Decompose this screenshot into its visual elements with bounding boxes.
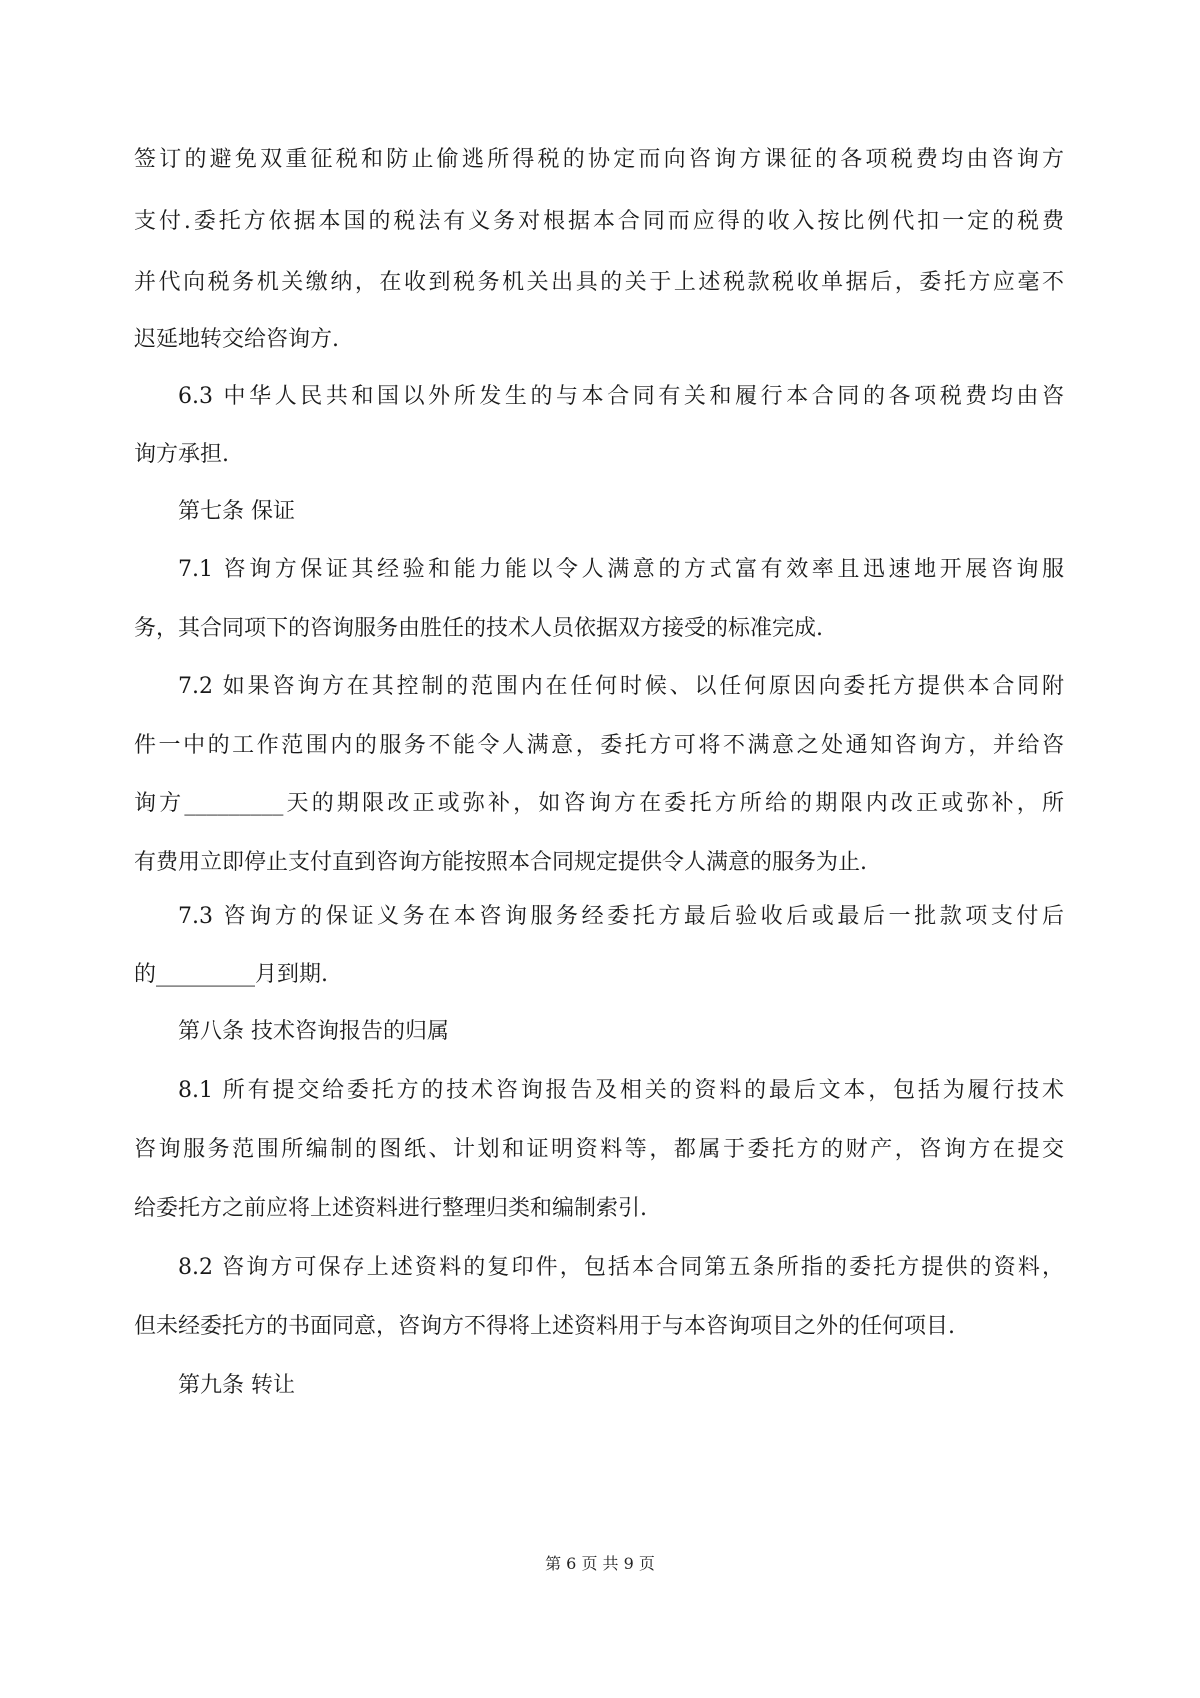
text-line: 迟延地转交给咨询方.	[134, 327, 339, 352]
text-line: 务，其合同项下的咨询服务由胜任的技术人员依据双方接受的标准完成.	[134, 616, 823, 641]
clause-8-2-line: 8.2 咨询方可保存上述资料的复印件，包括本合同第五条所指的委托方提供的资料，	[178, 1255, 1064, 1280]
clause-7-1-line: 7.1 咨询方保证其经验和能力能以令人满意的方式富有效率且迅速地开展咨询服	[178, 557, 1064, 582]
text-line: 但未经委托方的书面同意，咨询方不得将上述资料用于与本咨询项目之外的任何项目.	[134, 1314, 955, 1339]
text-line: 询方承担.	[134, 442, 229, 467]
text-line: 咨询服务范围所编制的图纸、计划和证明资料等，都属于委托方的财产，咨询方在提交	[134, 1137, 1064, 1162]
text-line: 给委托方之前应将上述资料进行整理归类和编制索引.	[134, 1196, 647, 1221]
clause-7-2-line: 7.2 如果咨询方在其控制的范围内在任何时候、以任何原因向委托方提供本合同附	[178, 674, 1064, 699]
clause-6-3-line: 6.3 中华人民共和国以外所发生的与本合同有关和履行本合同的各项税费均由咨	[178, 384, 1064, 409]
article-9-heading: 第九条 转让	[178, 1373, 295, 1398]
clause-8-1-line: 8.1 所有提交给委托方的技术咨询报告及相关的资料的最后文本，包括为履行技术	[178, 1078, 1064, 1103]
page-number: 第 6 页 共 9 页	[545, 1554, 655, 1573]
clause-7-3-line: 7.3 咨询方的保证义务在本咨询服务经委托方最后验收后或最后一批款项支付后	[178, 904, 1064, 929]
text-line: 支付.委托方依据本国的税法有义务对根据本合同而应得的收入按比例代扣一定的税费	[134, 209, 1064, 234]
article-8-heading: 第八条 技术咨询报告的归属	[178, 1019, 449, 1044]
text-line: 有费用立即停止支付直到咨询方能按照本合同规定提供令人满意的服务为止.	[134, 850, 867, 875]
text-line: 件一中的工作范围内的服务不能令人满意，委托方可将不满意之处通知咨询方，并给咨	[134, 733, 1064, 758]
text-line: 的_________月到期.	[134, 962, 328, 987]
text-line: 询方_________天的期限改正或弥补，如咨询方在委托方所给的期限内改正或弥补，所	[134, 791, 1064, 816]
article-7-heading: 第七条 保证	[178, 499, 295, 524]
text-line: 签订的避免双重征税和防止偷逃所得税的协定而向咨询方课征的各项税费均由咨询方	[134, 147, 1064, 172]
text-line: 并代向税务机关缴纳，在收到税务机关出具的关于上述税款税收单据后，委托方应毫不	[134, 270, 1064, 295]
